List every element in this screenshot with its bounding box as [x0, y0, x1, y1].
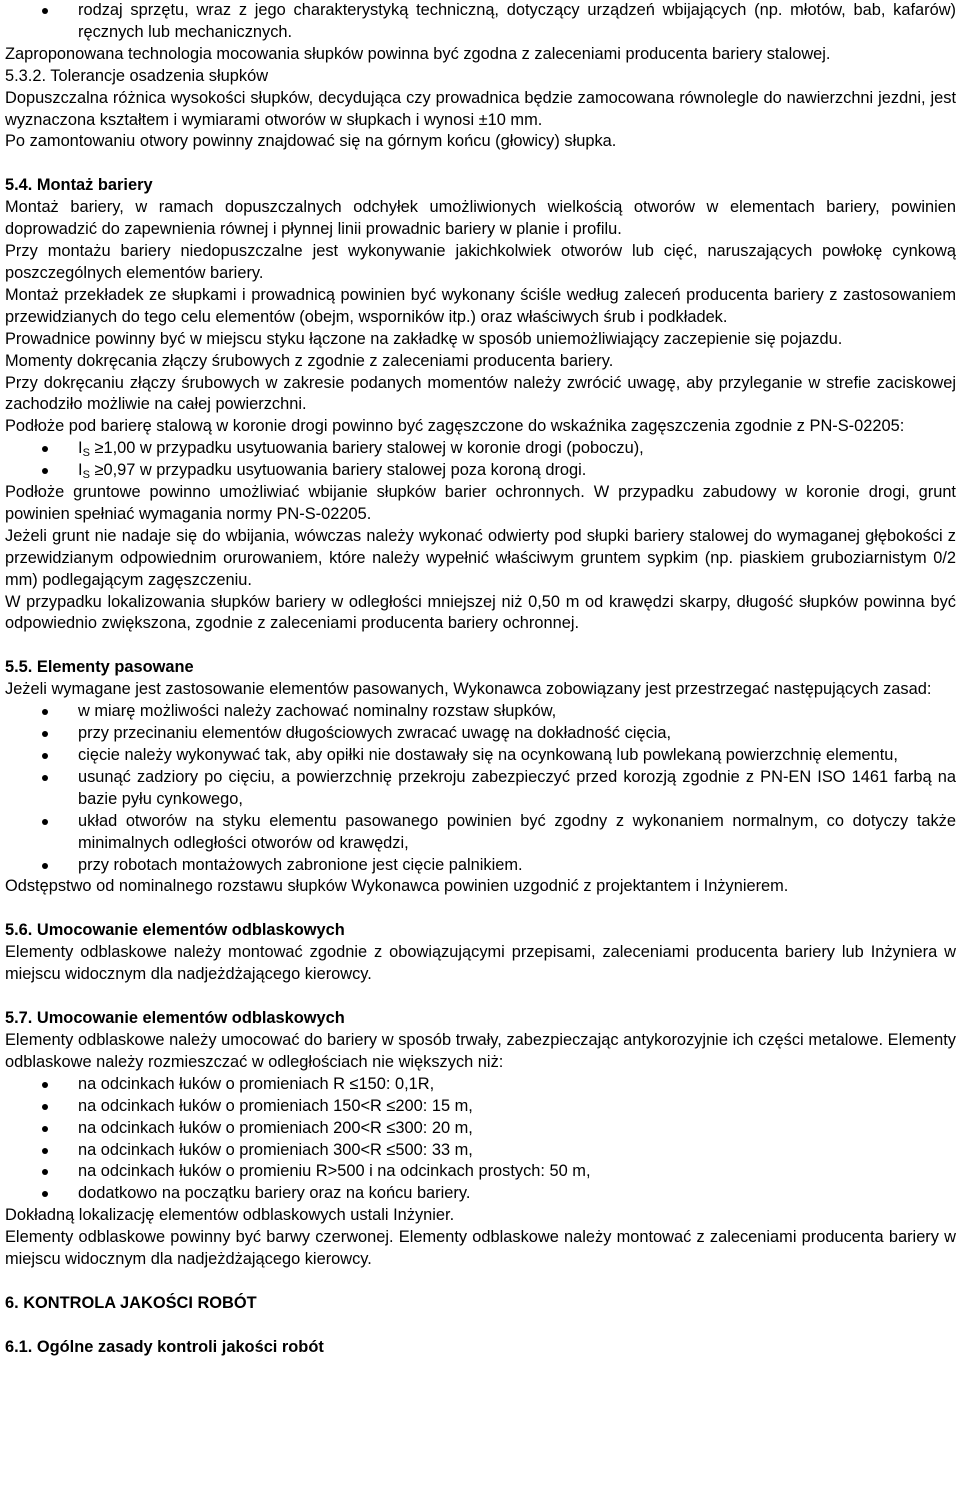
bullet-icon: [42, 1169, 48, 1175]
fitting-rules-list: [5, 701, 956, 876]
bullet-icon: [42, 709, 48, 715]
list-item: przy robotach montażowych zabronione jest cięcie palnikiem.: [5, 855, 956, 877]
compaction-list: [5, 438, 956, 482]
paragraph: Momenty dokręcania złączy śrubowych z zgodnie z zaleceniami producenta bariery.: [5, 351, 614, 370]
bullet-icon: [42, 446, 48, 452]
list-item: na odcinkach łuków o promieniach 300<R ≤500: 33 m,: [5, 1140, 956, 1162]
paragraph: Odstępstwo od nominalnego rozstawu słupków Wykonawca powinien uzgodnić z projektantem i Inżynierem.: [5, 877, 789, 896]
paragraph: Podłoże gruntowe powinno umożliwiać wbijanie słupków barier ochronnych. W przypadku zabudowy w koronie drogi, grunt powinien spełniać wymagania normy PN-S-02205.: [5, 483, 956, 523]
section-heading: 6.1. Ogólne zasady kontroli jakości robót: [5, 1337, 324, 1356]
reflector-spacing-list: [5, 1074, 956, 1205]
bullet-icon: [42, 863, 48, 869]
section-heading: 5.7. Umocowanie elementów odblaskowych: [5, 1009, 345, 1028]
paragraph: Podłoże pod barierę stalową w koronie drogi powinno być zagęszczone do wskaźnika zagęszczenia zgodnie z PN-S-02205:: [5, 417, 905, 436]
bullet-icon: [42, 731, 48, 737]
paragraph: Jeżeli wymagane jest zastosowanie elementów pasowanych, Wykonawca zobowiązany jest przestrzegać następujących zasad:: [5, 680, 932, 699]
paragraph: Elementy odblaskowe powinny być barwy czerwonej. Elementy odblaskowe należy montować z zaleceniami producenta bariery w miejscu widocznym dla nadjeżdżającego kierowcy.: [5, 1228, 956, 1269]
list-item: na odcinkach łuków o promieniach 150<R ≤200: 15 m,: [5, 1096, 956, 1118]
bullet-icon: [42, 1104, 48, 1110]
paragraph: Po zamontowaniu otwory powinny znajdować się na górnym końcu (głowicy) słupka.: [5, 132, 617, 151]
paragraph: Przy dokręcaniu złączy śrubowych w zakresie podanych momentów należy zwrócić uwagę, aby przyleganie w strefie zaciskowej zachodziło możliwie na całej powierzchni.: [5, 373, 956, 414]
bullet-icon: [42, 1191, 48, 1197]
list-item: $I_S \ge 0,97$ w przypadku usytuowania bariery stalowej poza koroną drogi.: [5, 460, 956, 482]
list-item: cięcie należy wykonywać tak, aby opiłki nie dostawały się na ocynkowaną lub powlekaną powierzchnię elementu,: [5, 745, 956, 767]
top-bullet-list: [5, 0, 956, 44]
paragraph: Zaproponowana technologia mocowania słupków powinna być zgodna z zaleceniami producenta bariery stalowej.: [5, 44, 831, 63]
paragraph: Montaż przekładek ze słupkami i prowadnicą powinien być wykonany ściśle według zaleceń producenta bariery z zastosowaniem przewidzianych do tego celu elementów (obejm, wsporników itp.) oraz właściwych śrub i podkładek.: [5, 285, 956, 326]
chapter-heading: 6. KONTROLA JAKOŚCI ROBÓT: [5, 1293, 257, 1312]
paragraph: Elementy odblaskowe należy umocować do bariery w sposób trwały, zabezpieczając antykorozyjnie ich części metalowe. Elementy odblaskowe należy rozmieszczać w odległościach nie większych niż:: [5, 1030, 956, 1071]
paragraph: Dokładną lokalizację elementów odblaskowych ustali Inżynier.: [5, 1206, 455, 1225]
paragraph: W przypadku lokalizowania słupków bariery w odległości mniejszej niż 0,50 m od krawędzi skarpy, długość słupków powinna być odpowiednio zwiększona, zgodnie z zaleceniami producenta bariery ochronnej.: [5, 592, 956, 633]
list-item: w miarę możliwości należy zachować nominalny rozstaw słupków,: [5, 701, 956, 723]
paragraph: Montaż bariery, w ramach dopuszczalnych odchyłek umożliwionych wielkością otworów w elementach bariery, powinien doprowadzić do zapewnienia równej i płynnej linii prowadnic bariery w planie i profilu.: [5, 198, 956, 239]
paragraph: Elementy odblaskowe należy montować zgodnie z obowiązującymi przepisami, zaleceniami producenta bariery lub Inżyniera w miejscu widocznym dla nadjeżdżającego kierowcy.: [5, 943, 956, 984]
bullet-icon: [42, 1148, 48, 1154]
bullet-icon: [42, 753, 48, 759]
bullet-icon: [42, 1126, 48, 1132]
list-item: na odcinkach łuków o promieniach R ≤150: 0,1R,: [5, 1074, 956, 1096]
paragraph: Jeżeli grunt nie nadaje się do wbijania, wówczas należy wykonać odwierty pod słupki bariery stalowej do wymaganej głębokości z przewidzianym odpowiednim orurowaniem, które należy wypełnić właściwym gruntem sypkim (np. piaskiem gruboziarnistym 0/2 mm) podlegającym zagęszczeniu.: [5, 526, 956, 589]
list-item: układ otworów na styku elementu pasowanego powinien być zgodny z wykonaniem normalnym, co dotyczy także minimalnych odległości otworów od krawędzi,: [5, 811, 956, 855]
bullet-icon: [42, 775, 48, 781]
list-item: dodatkowo na początku bariery oraz na końcu bariery.: [5, 1183, 956, 1205]
section-heading: 5.5. Elementy pasowane: [5, 658, 194, 677]
bullet-icon: [42, 1082, 48, 1088]
list-item: na odcinkach łuków o promieniach 200<R ≤300: 20 m,: [5, 1118, 956, 1140]
section-heading: 5.6. Umocowanie elementów odblaskowych: [5, 921, 345, 940]
list-item: przy przecinaniu elementów długościowych zwracać uwagę na dokładność cięcia,: [5, 723, 956, 745]
list-item: usunąć zadziory po cięciu, a powierzchnię przekroju zabezpieczyć przed korozją zgodnie z PN-EN ISO 1461 farbą na bazie pyłu cynkowego,: [5, 767, 956, 811]
paragraph: Przy montażu bariery niedopuszczalne jest wykonywanie jakichkolwiek otworów lub cięć, naruszających powłokę cynkową poszczególnych elementów bariery.: [5, 242, 956, 282]
paragraph: Prowadnice powinny być w miejscu styku łączone na zakładkę w sposób uniemożliwiający zaczepienie się pojazdu.: [5, 329, 843, 348]
bullet-icon: [42, 468, 48, 474]
list-item: $I_S \ge 1,00$ w przypadku usytuowania bariery stalowej w koronie drogi (poboczu),: [5, 438, 956, 460]
paragraph: Dopuszczalna różnica wysokości słupków, decydująca czy prowadnica będzie zamocowana równolegle do nawierzchni jezdni, jest wyznaczona kształtem i wymiarami otworów w słupkach i wynosi ±10 mm.: [5, 88, 956, 129]
section-heading: 5.3.2. Tolerancje osadzenia słupków: [5, 66, 269, 85]
bullet-icon: [42, 819, 48, 825]
list-item: na odcinkach łuków o promieniu R>500 i na odcinkach prostych: 50 m,: [5, 1161, 956, 1183]
section-heading: 5.4. Montaż bariery: [5, 176, 153, 195]
bullet-icon: [42, 8, 48, 14]
list-item: rodzaj sprzętu, wraz z jego charakterystyką techniczną, dotyczący urządzeń wbijających (np. młotów, bab, kafarów) ręcznych lub mechanicznych.: [5, 0, 956, 44]
